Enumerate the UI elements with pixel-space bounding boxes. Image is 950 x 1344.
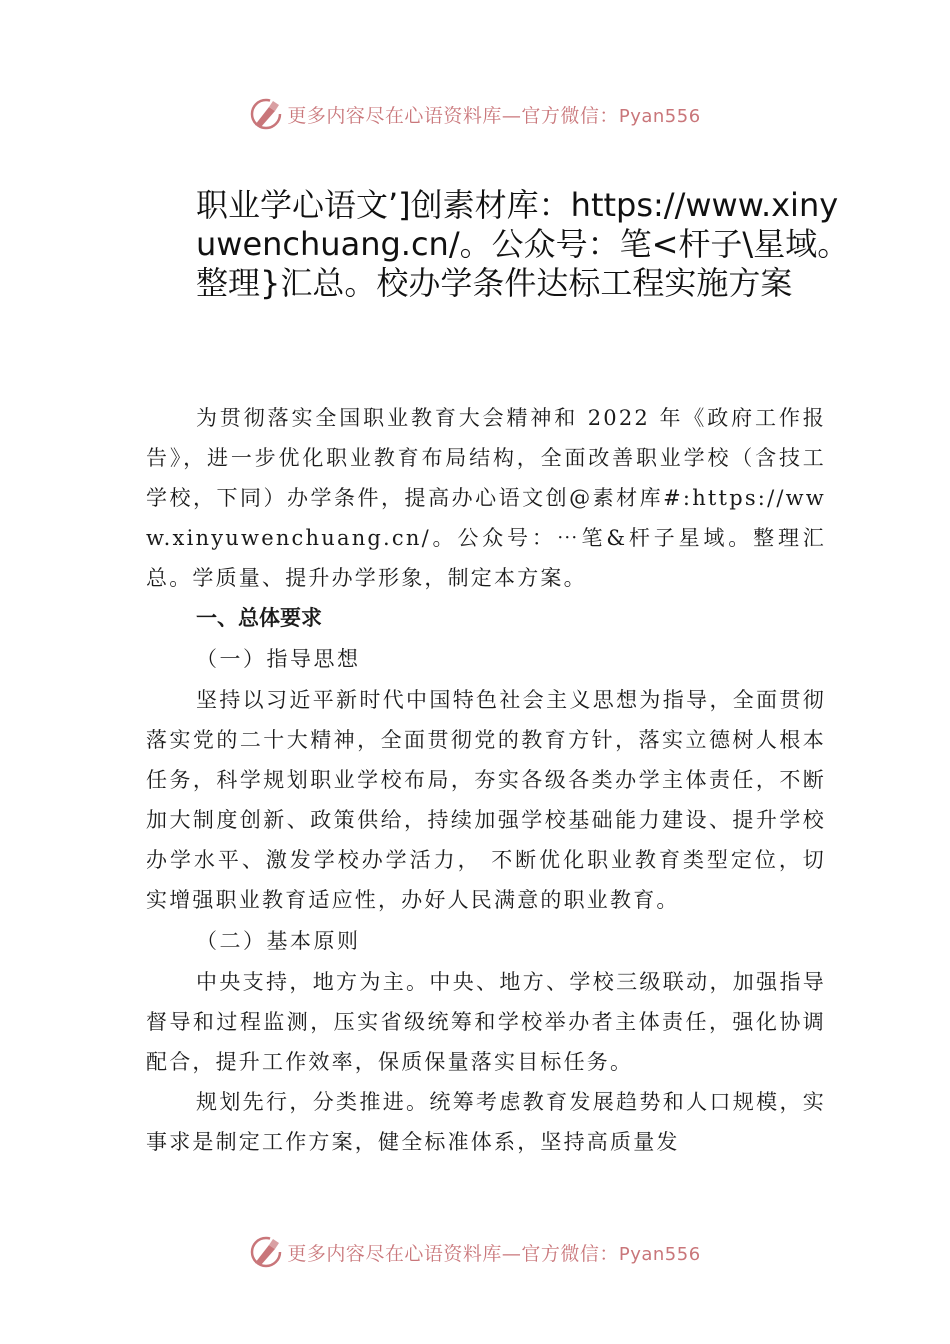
section-heading: 一、总体要求 xyxy=(196,606,322,630)
document-title: 职业学心语文’]创素材库：https://www.xinyuwenchuang.cn/。公众号：笔<杆子\星域。整理}汇总。校办学条件达标工程实施方案 xyxy=(196,186,850,302)
intro-paragraph: 为贯彻落实全国职业教育大会精神和 2022 年《政府工作报告》，进一步优化职业教育布局结构，全面改善职业学校（含技工学校，下同）办学条件，提高办心语文创@素材库#:https://www.xinyuwenchuang.cn/。公众号：⋯笔&杆子星域。整理汇总。学质量、提升办学形象，制定本方案。 xyxy=(146,406,826,590)
document-body xyxy=(146,398,826,1162)
pen-nib-icon xyxy=(249,97,283,131)
subsection-heading: （二）基本原则 xyxy=(196,929,361,953)
banner-text: 更多内容尽在心语资料库—官方微信：Pyan556 xyxy=(287,1242,701,1265)
guiding-thought-paragraph: 坚持以习近平新时代中国特色社会主义思想为指导，全面贯彻落实党的二十大精神，全面贯彻党的教育方针，落实立德树人根本任务，科学规划职业学校布局，夯实各级各类办学主体责任，不断加大制度创新、政策供给，持续加强学校基础能力建设、提升学校办学水平、激发学校办学活力， 不断优化职业教育类型定位，切实增强职业教育适应性，办好人民满意的职业教育。 xyxy=(146,688,826,912)
principle-paragraph: 规划先行，分类推进。统筹考虑教育发展趋势和人口规模，实事求是制定工作方案，健全标准体系，坚持高质量发 xyxy=(146,1090,826,1154)
pen-nib-icon xyxy=(249,1235,283,1269)
banner-text: 更多内容尽在心语资料库—官方微信：Pyan556 xyxy=(287,104,701,127)
footer-banner xyxy=(0,1232,950,1272)
subsection-heading: （一）指导思想 xyxy=(196,647,361,671)
header-banner xyxy=(0,94,950,134)
principle-paragraph: 中央支持，地方为主。中央、地方、学校三级联动，加强指导督导和过程监测，压实省级统筹和学校举办者主体责任，强化协调配合，提升工作效率，保质保量落实目标任务。 xyxy=(146,970,826,1074)
